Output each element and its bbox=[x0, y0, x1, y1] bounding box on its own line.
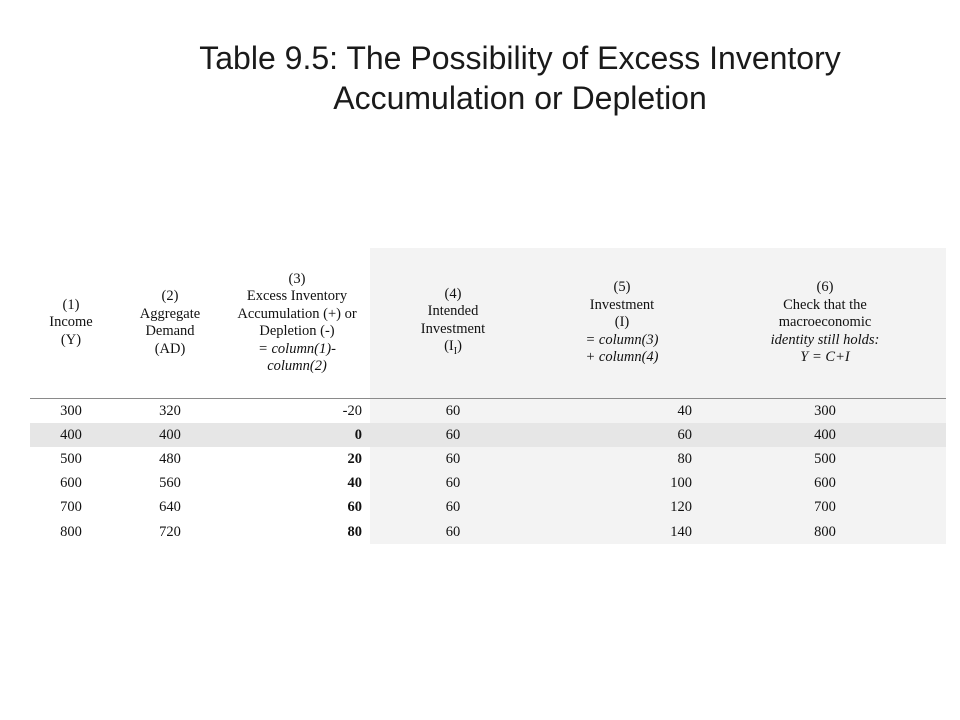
header-income: (1) Income (Y) bbox=[30, 248, 112, 399]
table-row-highlighted bbox=[30, 423, 946, 447]
cell-investment: 100 bbox=[670, 475, 692, 492]
cell-aggregate-demand: 560 bbox=[159, 475, 181, 492]
cell-identity-check: 400 bbox=[704, 423, 946, 447]
inventory-table bbox=[30, 248, 946, 544]
cell-investment: 60 bbox=[540, 423, 704, 447]
header-intended-investment: (4) Intended Investment $(I_I)$ bbox=[366, 248, 540, 399]
cell-excess-inventory: 40 bbox=[347, 475, 362, 492]
cell-excess-inventory: -20 bbox=[342, 402, 362, 419]
cell-identity-check: 300 bbox=[814, 402, 836, 419]
cell-income: 700 bbox=[60, 499, 82, 516]
cell-excess-inventory: 80 bbox=[347, 523, 362, 540]
cell-investment: 120 bbox=[670, 499, 692, 516]
cell-income: 300 bbox=[60, 402, 82, 419]
cell-aggregate-demand: 400 bbox=[112, 423, 228, 447]
cell-aggregate-demand: 720 bbox=[159, 523, 181, 540]
table-row bbox=[30, 472, 946, 496]
cell-intended-investment: 60 bbox=[366, 423, 540, 447]
cell-income: 400 bbox=[30, 423, 112, 447]
cell-aggregate-demand: 480 bbox=[159, 450, 181, 467]
cell-intended-investment: 60 bbox=[445, 475, 461, 492]
cell-income: 800 bbox=[60, 523, 82, 540]
cell-aggregate-demand: 640 bbox=[159, 499, 181, 516]
cell-investment: 80 bbox=[677, 450, 692, 467]
cell-aggregate-demand: 320 bbox=[159, 402, 181, 419]
cell-income: 600 bbox=[60, 475, 82, 492]
table-row bbox=[30, 399, 946, 424]
header-excess-inventory: (3) Excess Inventory Accumulation (+) or Depletion (-) = column(1)- column(2) bbox=[228, 248, 366, 399]
table-row bbox=[30, 520, 946, 544]
header-investment: (5) Investment (I) = column(3) + column(4) bbox=[540, 248, 704, 399]
cell-intended-investment: 60 bbox=[445, 402, 461, 419]
cell-excess-inventory: 60 bbox=[347, 499, 362, 516]
cell-excess-inventory: 20 bbox=[347, 450, 362, 467]
cell-identity-check: 700 bbox=[814, 499, 836, 516]
header-identity-check: (6) Check that the macroeconomic identity still holds: Y = C+I bbox=[704, 248, 946, 399]
cell-excess-inventory: 0 bbox=[228, 423, 366, 447]
table-row bbox=[30, 496, 946, 520]
slide-title bbox=[80, 38, 960, 118]
header-aggregate-demand: (2) Aggregate Demand (AD) bbox=[112, 248, 228, 399]
cell-identity-check: 600 bbox=[814, 475, 836, 492]
cell-income: 500 bbox=[60, 450, 82, 467]
cell-intended-investment: 60 bbox=[445, 523, 461, 540]
table-header-row bbox=[30, 248, 946, 399]
title-line-2: Accumulation or Depletion bbox=[333, 80, 707, 116]
title-line-1: Table 9.5: The Possibility of Excess Inventory bbox=[199, 40, 841, 76]
table-row bbox=[30, 447, 946, 471]
cell-intended-investment: 60 bbox=[445, 450, 461, 467]
cell-investment: 40 bbox=[677, 402, 692, 419]
cell-identity-check: 500 bbox=[814, 450, 836, 467]
cell-investment: 140 bbox=[670, 523, 692, 540]
cell-identity-check: 800 bbox=[814, 523, 836, 540]
cell-intended-investment: 60 bbox=[445, 499, 461, 516]
